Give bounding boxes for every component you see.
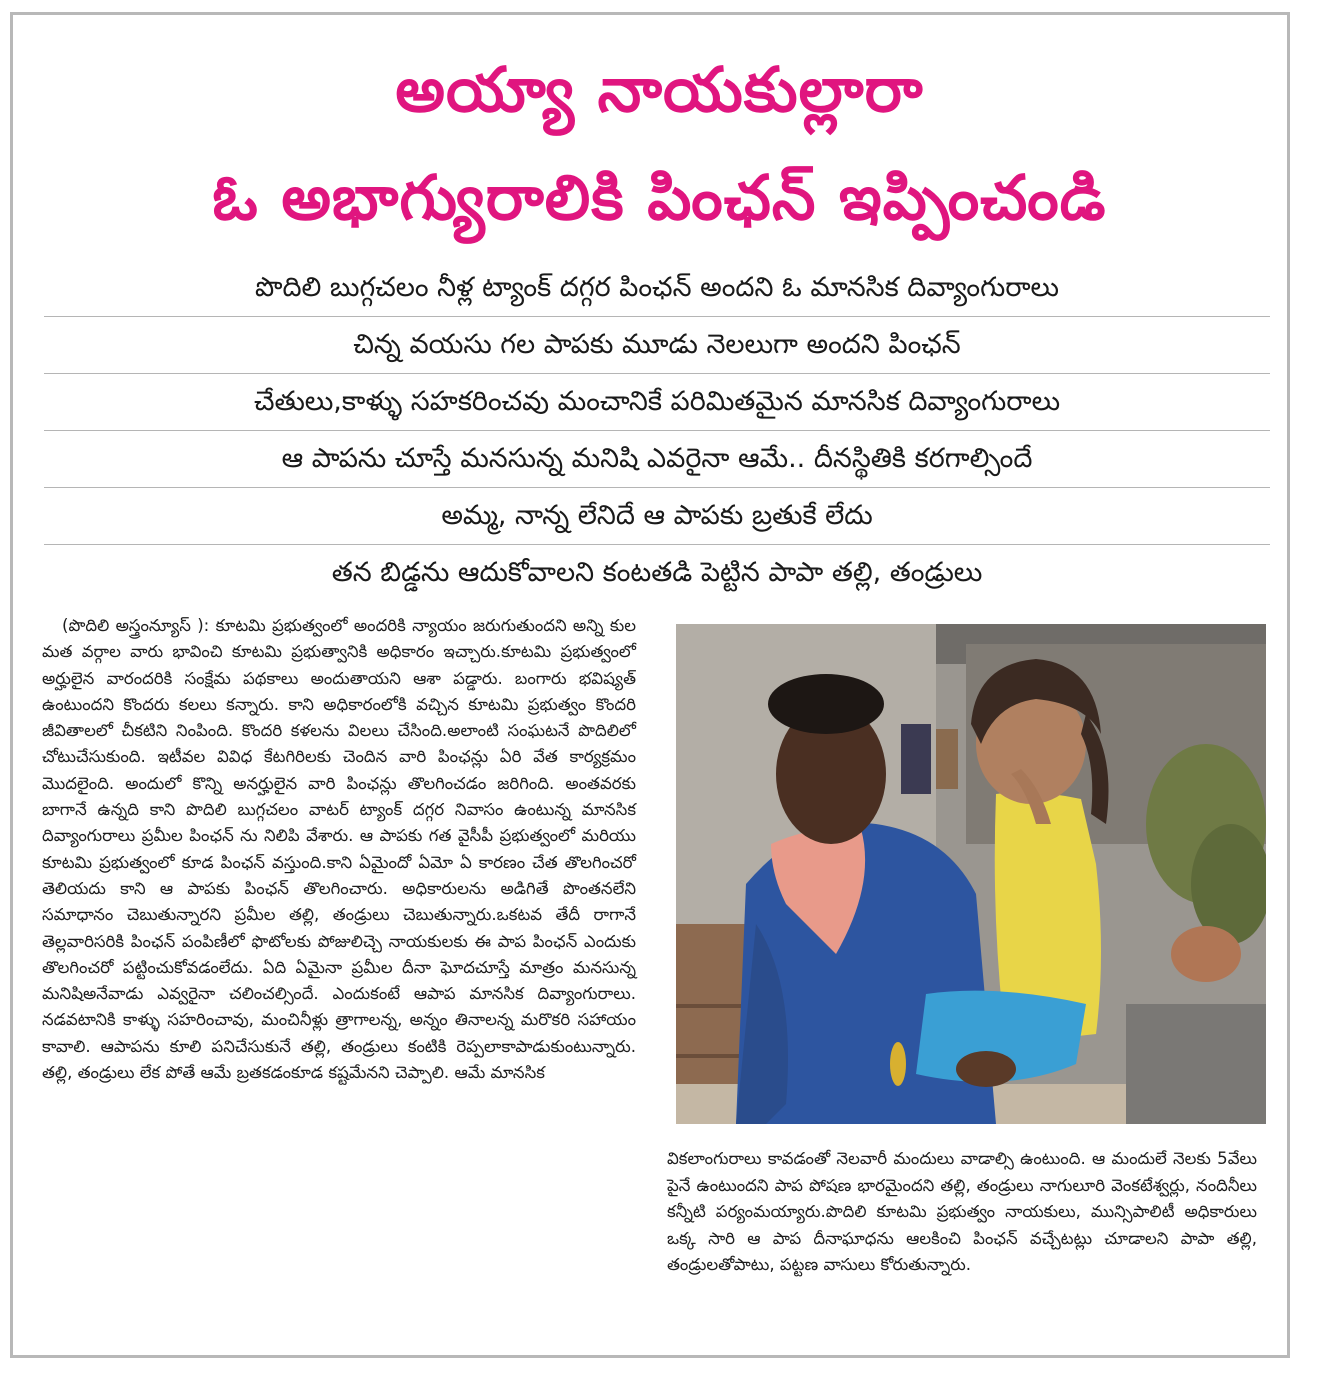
subheadline-list bbox=[44, 260, 1270, 601]
subheadline-6: తన బిడ్డను ఆదుకోవాలని కంటతడి పెట్టిన పాపా తల్లి, తండ్రులు bbox=[331, 557, 983, 588]
photo-mother-holding-child bbox=[676, 624, 1266, 1124]
article-photo bbox=[676, 624, 1266, 1124]
article-body-right-column bbox=[667, 1146, 1257, 1279]
subheadline-3: చేతులు,కాళ్ళు సహకరించవు మంచానికే పరిమితమైన మానసిక దివ్యాంగురాలు bbox=[44, 374, 1270, 431]
headline-line-1: అయ్యా నాయకుల్లారా bbox=[395, 53, 924, 126]
headline-line-2: ఓ అభాగ్యురాలికి పింఛన్ ఇప్పించండి bbox=[212, 161, 1107, 234]
article-body-left-column bbox=[42, 613, 636, 1086]
subheadline-5: అమ్మ, నాన్న లేనిదే ఆ పాపకు బ్రతుకే లేదు bbox=[44, 488, 1270, 545]
subheadline-4: ఆ పాపను చూస్తే మనసున్న మనిషి ఎవరైనా ఆమే.. దీనస్థితికి కరగాల్సిందే bbox=[44, 431, 1270, 488]
subheadline-2: చిన్న వయసు గల పాపకు మూడు నెలలుగా అందని పింఛన్ bbox=[44, 317, 1270, 374]
article-body-paragraph: (పొదిలి అస్త్రంన్యూస్ ): కూటమి ప్రభుత్వంలో అందరికి న్యాయం జరుగుతుందని అన్ని కుల మత వర్గాల వారు భావించి కూటమి ప్రభుత్వానికి అధికారం ఇచ్చారు.కూటమి ప్రభుత్వంలో అర్హులైన వారందరికి సంక్షేమ పథకాలు అందుతాయని ఆశా పడ్డారు. బంగారు భవిష్యత్ ఉంటుందని కొందరు కలలు కన్నారు. కాని అధికారంలోకి వచ్చిన కూటమి ప్రభుత్వం కొందరి జీవితాలలో చీకటిని నింపింది. కొందరి కళలను విలలు చేసింది.అలాంటి సంఘటనే పొదిలిలో చోటుచేసుకుంది. ఇటీవల వివిధ కేటగిరిలకు చెందిన వారి పింఛన్లు ఏరి వేత కార్యక్రమం మొదలైంది. అందులో కొన్ని అనర్హులైన వారి పింఛన్లు తొలగించడం జరిగింది. అంతవరకు బాగానే ఉన్నది కాని పొదిలి బుగ్గచలం వాటర్ ట్యాంక్ దగ్గర నివాసం ఉంటున్న మానసిక దివ్యాంగురాలు ప్రమీల పింఛన్ ను నిలిపి వేశారు. ఆ పాపకు గత వైసీపీ ప్రభుత్వంలో మరియు కూటమి ప్రభుత్వంలో కూడ పింఛన్ వస్తుంది.కాని ఏమైందో ఏమో ఏ కారణం చేత తొలగించరో తెలియదు కాని ఆ పాపకు పింఛన్ తొలగించారు. అధికారులను అడిగితే పొంతనలేని సమాధానం చెబుతున్నారని ప్రమీల తల్లి, తండ్రులు చెబుతున్నారు.ఒకటవ తేదీ రాగానే తెల్లవారిసరికి పింఛన్ పంపిణీలో ఫొటోలకు పోజులిచ్చె నాయకులకు ఈ పాప పింఛన్ ఎందుకు తొలగించరో పట్టించుకోవడంలేదు. ఏది ఏమైనా ప్రమీల దీనా ఘోదచూస్తే మాత్రం మనసున్న మనిషిఅనేవాడు ఎవ్వరైనా చలించల్సిందే. ఎందుకంటే ఆపాప మానసిక దివ్యాంగురాలు. నడవటానికి కాళ్ళు సహరించావు, మంచినీళ్లు త్రాగాలన్న, అన్నం తినాలన్న మరొకరి సహాయం కావాలి. ఆపాపను కూలి పనిచేసుకునే తల్లి, తండ్రులు కంటికి రెప్పలాకాపాడుకుంటున్నారు. తల్లి, తండ్రులు లేక పోతే ఆమే బ్రతకడంకూడ కష్టమేనని చెప్పాలి. ఆమే మానసిక bbox=[42, 616, 636, 1083]
subheadline-1: పొదిలి బుగ్గచలం నీళ్ల ట్యాంక్ దగ్గర పింఛన్ అందని ఓ మానసిక దివ్యాంగురాలు bbox=[44, 260, 1270, 317]
article-body-paragraph-continued: వికలాంగురాలు కావడంతో నెలవారీ మందులు వాడాల్సి ఉంటుంది. ఆ మందులే నెలకు 5వేలు పైనే ఉంటుందని పాప పోషణ భారమైందని తల్లి, తండ్రులు నాగులూరి వెంకటేశ్వర్లు, నందినీలు కన్నీటి పర్యంమయ్యారు.పొదిలి కూటమి ప్రభుత్వం నాయకులు, మున్సిపాలిటీ అధికారులు ఒక్క సారి ఆ పాప దీనాఘాధను ఆలకించి పింఛన్ వచ్చేటట్లు చూడాలని పాపా తల్లి, తండ్రులతోపాటు, పట్టణ వాసులు కోరుతున్నారు. bbox=[667, 1149, 1257, 1274]
